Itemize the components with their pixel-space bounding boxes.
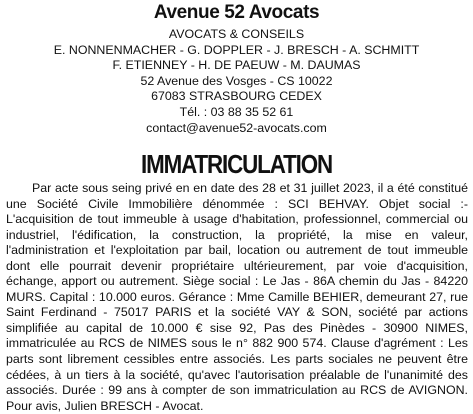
firm-partners-line-2: F. ETIENNEY - H. DE PAEUW - M. DAUMAS xyxy=(112,58,361,73)
notice-title: IMMATRICULATION xyxy=(140,149,333,179)
firm-subtitle: AVOCATS & CONSEILS xyxy=(168,27,305,41)
firm-partners-line-1: E. NONNENMACHER - G. DOPPLER - J. BRESCH - A. SCHMITT xyxy=(53,42,420,57)
notice-body: Par acte sous seing privé en en date des 28 et 31 juillet 2023, il a été constitué une Société Civile Immobilière dénommée : SCI BEHVAY. Objet social :- L'acquisition de tout immeuble à usage d'habitation, professionnel, commercial ou industriel, l'édification, la construction, la propriété, la mise en valeur, l'administration et l'exploitation par bail, location ou autrement de tout immeuble dont elle pourrait devenir propriétaire ultérieurement, par voie d'acquisition, échange, apport ou autrement. Siège social : Le Jas - 86A chemin du Jas - 84220 MURS. Capital : 10.000 euros. Gérance : Mme Camille BEHIER, demeurant 27, rue Saint Ferdinand - 75017 PARIS et la société VAY & SON, société par actions simplifiée au capital de 10.000 € sise 92, Pas des Pinèdes - 30900 NIMES, immatriculée au RCS de NIMES sous le n° 882 900 574. Clause d'agrément : Les parts sont librement cessibles entre associés. Les parts sociales ne peuvent être cédées, à un tiers à la société, qu'avec l'autorisation préalable de l'unanimité des associés. Durée : 99 ans à compter de son immatriculation au RCS de AVIGNON. Pour avis, Julien BRESCH - Avocat. xyxy=(6,181,468,413)
firm-header xyxy=(0,27,473,136)
firm-address-line-1: 52 Avenue des Vosges - CS 10022 xyxy=(140,73,333,88)
firm-name: Avenue 52 Avocats xyxy=(153,2,320,23)
firm-phone: Tél. : 03 88 35 52 61 xyxy=(179,104,294,119)
firm-address-line-2: 67083 STRASBOURG CEDEX xyxy=(151,89,322,104)
firm-email: contact@avenue52-avocats.com xyxy=(146,120,327,135)
